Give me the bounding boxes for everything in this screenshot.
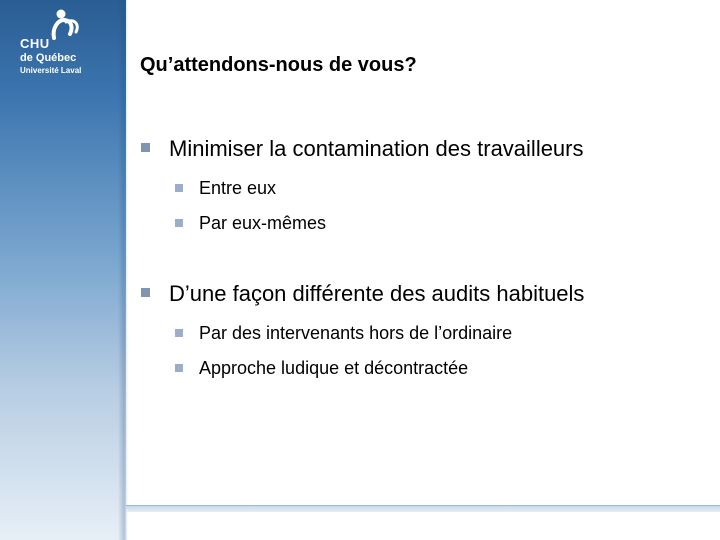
bullet-text: D’une façon différente des audits habituels	[169, 281, 585, 306]
bullet-square-icon	[141, 143, 150, 152]
sub-bullet-square-icon	[175, 364, 183, 372]
sub-bullet-item	[140, 206, 700, 241]
sub-bullet-square-icon	[175, 219, 183, 227]
sub-bullet-text: Par eux-mêmes	[199, 213, 327, 233]
sub-bullet-square-icon	[175, 329, 183, 337]
sub-bullet-list	[140, 171, 700, 241]
logo-line-2: de Québec	[20, 52, 77, 64]
footer-divider	[126, 506, 720, 512]
sub-bullet-list	[140, 316, 700, 386]
sub-bullet-item	[140, 316, 700, 351]
bullet-item	[140, 279, 700, 308]
bullet-text: Minimiser la contamination des travailleurs	[169, 136, 584, 161]
bullet-group-1	[140, 134, 700, 241]
sub-bullet-text: Par des intervenants hors de l’ordinaire	[199, 323, 513, 343]
bullet-square-icon	[141, 288, 150, 297]
sub-bullet-item	[140, 351, 700, 386]
bullet-list	[140, 134, 700, 424]
bullet-item	[140, 134, 700, 163]
sub-bullet-text: Approche ludique et décontractée	[199, 358, 469, 378]
sidebar-edge	[118, 0, 128, 540]
bullet-group-2	[140, 279, 700, 386]
logo-line-3: Université Laval	[20, 66, 82, 75]
sub-bullet-item	[140, 171, 700, 206]
sub-bullet-text: Entre eux	[199, 178, 277, 198]
chu-de-quebec-logo	[14, 8, 114, 86]
logo-line-1: CHU	[20, 36, 50, 51]
slide-title: Qu’attendons-nous de vous?	[140, 54, 417, 76]
sub-bullet-square-icon	[175, 184, 183, 192]
